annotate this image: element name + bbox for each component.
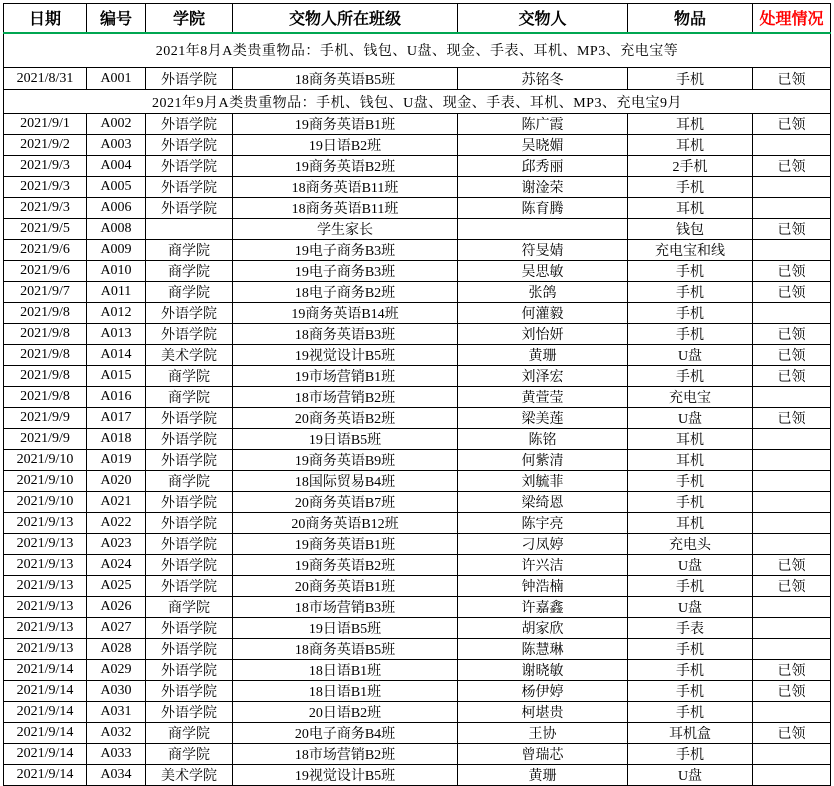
cell-class[interactable]: 19商务英语B14班	[233, 303, 458, 324]
cell-date[interactable]: 2021/9/13	[4, 576, 87, 597]
cell-status[interactable]: 已领	[753, 156, 831, 177]
cell-item[interactable]: U盘	[628, 555, 753, 576]
cell-status[interactable]	[753, 240, 831, 261]
cell-college[interactable]: 外语学院	[146, 177, 233, 198]
cell-status[interactable]: 已领	[753, 282, 831, 303]
cell-status[interactable]: 已领	[753, 114, 831, 135]
table-row	[4, 114, 831, 135]
cell-item[interactable]: 2手机	[628, 156, 753, 177]
cell-status[interactable]	[753, 492, 831, 513]
cell-class[interactable]: 学生家长	[233, 219, 458, 240]
cell-class[interactable]: 20日语B2班	[233, 702, 458, 723]
table-row	[4, 261, 831, 282]
cell-status[interactable]	[753, 177, 831, 198]
cell-class[interactable]: 19视觉设计B5班	[233, 345, 458, 366]
cell-code[interactable]: A022	[87, 513, 146, 534]
table-row	[4, 660, 831, 681]
spreadsheet-page	[0, 3, 834, 784]
cell-date[interactable]: 2021/9/6	[4, 240, 87, 261]
cell-date[interactable]: 2021/9/7	[4, 282, 87, 303]
table-row	[4, 366, 831, 387]
cell-class[interactable]: 19日语B5班	[233, 429, 458, 450]
cell-class[interactable]: 18市场营销B3班	[233, 597, 458, 618]
table-row	[4, 576, 831, 597]
cell-code[interactable]: A021	[87, 492, 146, 513]
cell-status[interactable]: 已领	[753, 345, 831, 366]
cell-code[interactable]: A003	[87, 135, 146, 156]
cell-person[interactable]: 柯堪贵	[458, 702, 628, 723]
cell-status[interactable]: 已领	[753, 681, 831, 702]
cell-person[interactable]: 邱秀丽	[458, 156, 628, 177]
cell-person[interactable]: 刘怡妍	[458, 324, 628, 345]
cell-item[interactable]: 手机	[628, 702, 753, 723]
cell-person[interactable]: 谢晓敏	[458, 660, 628, 681]
cell-college[interactable]: 商学院	[146, 744, 233, 765]
cell-person[interactable]: 陈广霞	[458, 114, 628, 135]
cell-college[interactable]: 外语学院	[146, 639, 233, 660]
cell-class[interactable]: 19商务英语B9班	[233, 450, 458, 471]
cell-college[interactable]: 美术学院	[146, 345, 233, 366]
cell-class[interactable]: 20商务英语B1班	[233, 576, 458, 597]
col-header-class[interactable]: 交物人所在班级	[233, 4, 458, 33]
cell-college[interactable]: 外语学院	[146, 576, 233, 597]
cell-class[interactable]: 18国际贸易B4班	[233, 471, 458, 492]
cell-status[interactable]: 已领	[753, 261, 831, 282]
cell-date[interactable]: 2021/9/13	[4, 513, 87, 534]
cell-date[interactable]: 2021/9/8	[4, 324, 87, 345]
cell-item[interactable]: U盘	[628, 408, 753, 429]
cell-item[interactable]: 耳机	[628, 114, 753, 135]
cell-item[interactable]: 手表	[628, 618, 753, 639]
cell-college[interactable]: 外语学院	[146, 156, 233, 177]
cell-class[interactable]: 18商务英语B3班	[233, 324, 458, 345]
cell-class[interactable]: 19商务英语B1班	[233, 114, 458, 135]
cell-date[interactable]: 2021/9/13	[4, 618, 87, 639]
cell-item[interactable]: 耳机	[628, 429, 753, 450]
cell-status[interactable]	[753, 534, 831, 555]
cell-college[interactable]: 商学院	[146, 387, 233, 408]
cell-item[interactable]: 手机	[628, 576, 753, 597]
cell-status[interactable]: 已领	[753, 660, 831, 681]
cell-item[interactable]: U盘	[628, 345, 753, 366]
cell-status[interactable]: 已领	[753, 576, 831, 597]
cell-person[interactable]: 黄萱莹	[458, 387, 628, 408]
cell-person[interactable]: 黄珊	[458, 765, 628, 786]
cell-date[interactable]: 2021/9/14	[4, 765, 87, 786]
table-row	[4, 68, 831, 90]
cell-code[interactable]: A004	[87, 156, 146, 177]
cell-status[interactable]: 已领	[753, 366, 831, 387]
cell-person[interactable]: 陈慧琳	[458, 639, 628, 660]
cell-code[interactable]: A013	[87, 324, 146, 345]
cell-item[interactable]: 耳机	[628, 450, 753, 471]
cell-item[interactable]: 充电头	[628, 534, 753, 555]
cell-code[interactable]: A010	[87, 261, 146, 282]
september-banner[interactable]: 2021年9月A类贵重物品：手机、钱包、U盘、现金、手表、耳机、MP3、充电宝9月	[4, 90, 831, 114]
table-row	[4, 681, 831, 702]
table-row	[4, 156, 831, 177]
cell-code[interactable]: A006	[87, 198, 146, 219]
cell-date[interactable]: 2021/9/2	[4, 135, 87, 156]
cell-item[interactable]: 耳机	[628, 198, 753, 219]
cell-status[interactable]	[753, 471, 831, 492]
cell-college[interactable]: 商学院	[146, 471, 233, 492]
cell-date[interactable]: 2021/8/31	[4, 68, 87, 90]
cell-person[interactable]: 陈宇亮	[458, 513, 628, 534]
cell-date[interactable]: 2021/9/13	[4, 639, 87, 660]
cell-college[interactable]: 商学院	[146, 261, 233, 282]
cell-college[interactable]: 外语学院	[146, 702, 233, 723]
cell-code[interactable]: A031	[87, 702, 146, 723]
cell-status[interactable]	[753, 765, 831, 786]
cell-college[interactable]: 外语学院	[146, 429, 233, 450]
cell-class[interactable]: 19商务英语B2班	[233, 156, 458, 177]
cell-code[interactable]: A024	[87, 555, 146, 576]
cell-status[interactable]	[753, 429, 831, 450]
cell-date[interactable]: 2021/9/13	[4, 534, 87, 555]
cell-person[interactable]: 张鸽	[458, 282, 628, 303]
col-header-item[interactable]: 物品	[628, 4, 753, 33]
col-header-date[interactable]: 日期	[4, 4, 87, 33]
cell-item[interactable]: 钱包	[628, 219, 753, 240]
cell-college[interactable]	[146, 219, 233, 240]
table-row	[4, 240, 831, 261]
table-row	[4, 177, 831, 198]
table-row	[4, 429, 831, 450]
cell-status[interactable]: 已领	[753, 555, 831, 576]
cell-date[interactable]: 2021/9/3	[4, 198, 87, 219]
cell-college[interactable]: 外语学院	[146, 492, 233, 513]
cell-code[interactable]: A029	[87, 660, 146, 681]
cell-code[interactable]: A016	[87, 387, 146, 408]
cell-date[interactable]: 2021/9/8	[4, 303, 87, 324]
cell-person[interactable]: 苏铭冬	[458, 68, 628, 90]
cell-person[interactable]: 胡家欣	[458, 618, 628, 639]
cell-person[interactable]: 杨伊婷	[458, 681, 628, 702]
cell-person[interactable]: 黄珊	[458, 345, 628, 366]
table-row	[4, 618, 831, 639]
cell-person[interactable]: 许兴洁	[458, 555, 628, 576]
table-row	[4, 702, 831, 723]
cell-item[interactable]: 手机	[628, 68, 753, 90]
cell-college[interactable]: 商学院	[146, 282, 233, 303]
cell-college[interactable]: 外语学院	[146, 114, 233, 135]
cell-date[interactable]: 2021/9/10	[4, 450, 87, 471]
cell-class[interactable]: 20商务英语B12班	[233, 513, 458, 534]
cell-class[interactable]: 19视觉设计B5班	[233, 765, 458, 786]
cell-college[interactable]: 外语学院	[146, 534, 233, 555]
cell-code[interactable]: A015	[87, 366, 146, 387]
table-row	[4, 492, 831, 513]
cell-code[interactable]: A001	[87, 68, 146, 90]
cell-class[interactable]: 19市场营销B1班	[233, 366, 458, 387]
cell-date[interactable]: 2021/9/13	[4, 597, 87, 618]
cell-date[interactable]: 2021/9/14	[4, 702, 87, 723]
cell-date[interactable]: 2021/9/9	[4, 429, 87, 450]
cell-status[interactable]	[753, 198, 831, 219]
lost-items-table-body	[4, 4, 831, 786]
cell-code[interactable]: A012	[87, 303, 146, 324]
cell-code[interactable]: A009	[87, 240, 146, 261]
cell-college[interactable]: 外语学院	[146, 513, 233, 534]
cell-status[interactable]	[753, 387, 831, 408]
cell-code[interactable]: A008	[87, 219, 146, 240]
cell-status[interactable]: 已领	[753, 324, 831, 345]
cell-class[interactable]: 19商务英语B1班	[233, 534, 458, 555]
cell-class[interactable]: 20商务英语B7班	[233, 492, 458, 513]
table-row	[4, 219, 831, 240]
cell-item[interactable]: 手机	[628, 324, 753, 345]
cell-date[interactable]: 2021/9/8	[4, 387, 87, 408]
cell-code[interactable]: A014	[87, 345, 146, 366]
cell-code[interactable]: A023	[87, 534, 146, 555]
cell-class[interactable]: 18商务英语B11班	[233, 198, 458, 219]
cell-person[interactable]: 钟浩楠	[458, 576, 628, 597]
cell-class[interactable]: 19商务英语B2班	[233, 555, 458, 576]
cell-date[interactable]: 2021/9/3	[4, 156, 87, 177]
cell-status[interactable]	[753, 639, 831, 660]
cell-person[interactable]: 何紫清	[458, 450, 628, 471]
table-row	[4, 513, 831, 534]
cell-date[interactable]: 2021/9/13	[4, 555, 87, 576]
cell-college[interactable]: 美术学院	[146, 765, 233, 786]
cell-item[interactable]: 耳机	[628, 135, 753, 156]
cell-person[interactable]: 刘泽宏	[458, 366, 628, 387]
cell-code[interactable]: A018	[87, 429, 146, 450]
cell-class[interactable]: 18市场营销B2班	[233, 744, 458, 765]
cell-item[interactable]: 手机	[628, 660, 753, 681]
cell-college[interactable]: 外语学院	[146, 324, 233, 345]
cell-class[interactable]: 19日语B2班	[233, 135, 458, 156]
cell-item[interactable]: U盘	[628, 765, 753, 786]
cell-status[interactable]: 已领	[753, 723, 831, 744]
header-row	[4, 4, 831, 33]
cell-item[interactable]: 耳机盒	[628, 723, 753, 744]
table-row	[4, 198, 831, 219]
cell-item[interactable]: 手机	[628, 261, 753, 282]
table-row	[4, 282, 831, 303]
cell-college[interactable]: 外语学院	[146, 618, 233, 639]
table-row	[4, 597, 831, 618]
cell-code[interactable]: A019	[87, 450, 146, 471]
table-row	[4, 555, 831, 576]
cell-college[interactable]: 外语学院	[146, 660, 233, 681]
table-row	[4, 534, 831, 555]
september-banner-row	[4, 90, 831, 114]
cell-code[interactable]: A011	[87, 282, 146, 303]
cell-date[interactable]: 2021/9/8	[4, 366, 87, 387]
august-banner[interactable]: 2021年8月A类贵重物品：手机、钱包、U盘、现金、手表、耳机、MP3、充电宝等	[4, 33, 831, 68]
cell-class[interactable]: 18商务英语B5班	[233, 639, 458, 660]
cell-code[interactable]: A020	[87, 471, 146, 492]
table-row	[4, 744, 831, 765]
cell-status[interactable]	[753, 702, 831, 723]
cell-class[interactable]: 19电子商务B3班	[233, 261, 458, 282]
cell-person[interactable]: 王协	[458, 723, 628, 744]
table-row	[4, 324, 831, 345]
cell-person[interactable]: 陈铭	[458, 429, 628, 450]
cell-item[interactable]: 手机	[628, 471, 753, 492]
cell-class[interactable]: 18电子商务B2班	[233, 282, 458, 303]
cell-college[interactable]: 外语学院	[146, 681, 233, 702]
table-row	[4, 345, 831, 366]
cell-person[interactable]: 吴思敏	[458, 261, 628, 282]
cell-status[interactable]	[753, 597, 831, 618]
cell-class[interactable]: 20商务英语B2班	[233, 408, 458, 429]
cell-code[interactable]: A025	[87, 576, 146, 597]
cell-person[interactable]: 刁凤婷	[458, 534, 628, 555]
cell-person[interactable]: 谢淦荣	[458, 177, 628, 198]
cell-status[interactable]	[753, 618, 831, 639]
cell-person[interactable]: 何灌毅	[458, 303, 628, 324]
cell-class[interactable]: 18日语B1班	[233, 681, 458, 702]
col-header-college[interactable]: 学院	[146, 4, 233, 33]
cell-person[interactable]	[458, 219, 628, 240]
cell-item[interactable]: 耳机	[628, 513, 753, 534]
table-row	[4, 723, 831, 744]
col-header-status[interactable]: 处理情况	[753, 4, 831, 33]
cell-item[interactable]: 手机	[628, 177, 753, 198]
cell-code[interactable]: A033	[87, 744, 146, 765]
table-row	[4, 765, 831, 786]
table-row	[4, 639, 831, 660]
cell-item[interactable]: 手机	[628, 681, 753, 702]
cell-college[interactable]: 外语学院	[146, 198, 233, 219]
cell-date[interactable]: 2021/9/9	[4, 408, 87, 429]
cell-college[interactable]: 外语学院	[146, 68, 233, 90]
table-row	[4, 303, 831, 324]
cell-college[interactable]: 外语学院	[146, 555, 233, 576]
table-row	[4, 450, 831, 471]
cell-item[interactable]: 手机	[628, 492, 753, 513]
cell-code[interactable]: A026	[87, 597, 146, 618]
cell-person[interactable]: 许嘉鑫	[458, 597, 628, 618]
cell-status[interactable]	[753, 513, 831, 534]
cell-status[interactable]	[753, 135, 831, 156]
cell-person[interactable]: 曾瑞芯	[458, 744, 628, 765]
cell-code[interactable]: A030	[87, 681, 146, 702]
cell-date[interactable]: 2021/9/3	[4, 177, 87, 198]
cell-date[interactable]: 2021/9/5	[4, 219, 87, 240]
cell-code[interactable]: A027	[87, 618, 146, 639]
cell-class[interactable]: 18日语B1班	[233, 660, 458, 681]
cell-item[interactable]: 充电宝和线	[628, 240, 753, 261]
cell-person[interactable]: 吴晓媚	[458, 135, 628, 156]
cell-item[interactable]: 手机	[628, 366, 753, 387]
cell-status[interactable]: 已领	[753, 219, 831, 240]
table-row	[4, 408, 831, 429]
cell-person[interactable]: 梁美莲	[458, 408, 628, 429]
cell-class[interactable]: 19日语B5班	[233, 618, 458, 639]
cell-item[interactable]: U盘	[628, 597, 753, 618]
cell-college[interactable]: 外语学院	[146, 135, 233, 156]
cell-status[interactable]	[753, 303, 831, 324]
cell-class[interactable]: 19电子商务B3班	[233, 240, 458, 261]
cell-code[interactable]: A028	[87, 639, 146, 660]
cell-code[interactable]: A032	[87, 723, 146, 744]
cell-item[interactable]: 手机	[628, 639, 753, 660]
col-header-code[interactable]: 编号	[87, 4, 146, 33]
cell-status[interactable]: 已领	[753, 408, 831, 429]
cell-date[interactable]: 2021/9/14	[4, 723, 87, 744]
cell-person[interactable]: 陈育腾	[458, 198, 628, 219]
cell-date[interactable]: 2021/9/14	[4, 681, 87, 702]
cell-class[interactable]: 20电子商务B4班	[233, 723, 458, 744]
cell-date[interactable]: 2021/9/1	[4, 114, 87, 135]
august-banner-row	[4, 33, 831, 68]
cell-code[interactable]: A017	[87, 408, 146, 429]
cell-status[interactable]: 已领	[753, 68, 831, 90]
cell-date[interactable]: 2021/9/8	[4, 345, 87, 366]
lost-items-table	[3, 3, 831, 786]
cell-item[interactable]: 充电宝	[628, 387, 753, 408]
cell-class[interactable]: 18商务英语B5班	[233, 68, 458, 90]
cell-college[interactable]: 商学院	[146, 597, 233, 618]
cell-person[interactable]: 符旻婧	[458, 240, 628, 261]
cell-person[interactable]: 刘毓菲	[458, 471, 628, 492]
cell-status[interactable]	[753, 450, 831, 471]
cell-college[interactable]: 外语学院	[146, 450, 233, 471]
table-row	[4, 471, 831, 492]
table-row	[4, 135, 831, 156]
table-row	[4, 387, 831, 408]
cell-class[interactable]: 18市场营销B2班	[233, 387, 458, 408]
cell-college[interactable]: 外语学院	[146, 408, 233, 429]
col-header-person[interactable]: 交物人	[458, 4, 628, 33]
cell-item[interactable]: 手机	[628, 282, 753, 303]
cell-college[interactable]: 商学院	[146, 723, 233, 744]
cell-college[interactable]: 商学院	[146, 366, 233, 387]
cell-college[interactable]: 外语学院	[146, 303, 233, 324]
cell-date[interactable]: 2021/9/10	[4, 471, 87, 492]
cell-item[interactable]: 手机	[628, 744, 753, 765]
cell-code[interactable]: A034	[87, 765, 146, 786]
cell-class[interactable]: 18商务英语B11班	[233, 177, 458, 198]
cell-person[interactable]: 梁绮恩	[458, 492, 628, 513]
cell-date[interactable]: 2021/9/6	[4, 261, 87, 282]
cell-date[interactable]: 2021/9/14	[4, 744, 87, 765]
cell-status[interactable]	[753, 744, 831, 765]
cell-college[interactable]: 商学院	[146, 240, 233, 261]
cell-code[interactable]: A005	[87, 177, 146, 198]
cell-item[interactable]: 手机	[628, 303, 753, 324]
cell-date[interactable]: 2021/9/14	[4, 660, 87, 681]
cell-date[interactable]: 2021/9/10	[4, 492, 87, 513]
cell-code[interactable]: A002	[87, 114, 146, 135]
